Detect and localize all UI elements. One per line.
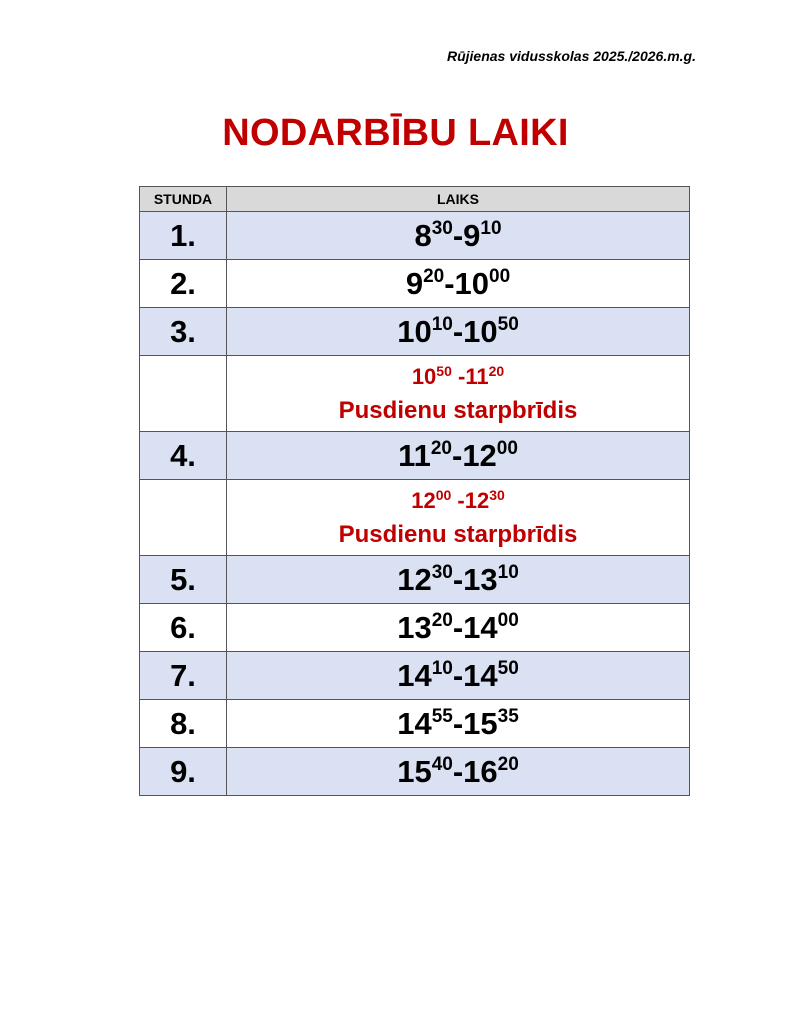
- lesson-time: $9^{20}-10^{00}$: [227, 260, 690, 308]
- column-header-lesson: STUNDA: [140, 187, 227, 212]
- lesson-time: $12^{30}-13^{10}$: [227, 556, 690, 604]
- lesson-number: 4.: [140, 432, 227, 480]
- school-year-caption: Rūjienas vidusskolas 2025./2026.m.g.: [446, 48, 696, 64]
- lesson-time: $8^{30}-9^{10}$: [227, 212, 690, 260]
- page-title: NODARBĪBU LAIKI: [222, 112, 569, 154]
- table-row: [140, 700, 690, 748]
- table-row: [140, 308, 690, 356]
- table-row: [140, 432, 690, 480]
- lesson-number: 9.: [140, 748, 227, 796]
- break-label: Pusdienu starpbrīdis: [338, 396, 578, 424]
- lesson-number: 1.: [140, 212, 227, 260]
- lesson-number: 3.: [140, 308, 227, 356]
- lesson-time: $14^{55}-15^{35}$: [227, 700, 690, 748]
- lesson-time: $10^{10}-10^{50}$: [227, 308, 690, 356]
- table-row: [140, 604, 690, 652]
- table-row: [140, 212, 690, 260]
- lesson-time: $13^{20}-14^{00}$: [227, 604, 690, 652]
- lesson-number: 8.: [140, 700, 227, 748]
- lunch-break-row: [140, 356, 690, 432]
- lesson-time: $11^{20}-12^{00}$: [227, 432, 690, 480]
- break-time: $10^{50}$ $-11^{20}$ Pusdienu starpbrīdis: [227, 356, 690, 432]
- table-row: [140, 556, 690, 604]
- lesson-time: $14^{10}-14^{50}$: [227, 652, 690, 700]
- lesson-number-empty: [140, 480, 227, 556]
- lesson-number: 2.: [140, 260, 227, 308]
- lesson-number: 6.: [140, 604, 227, 652]
- table-row: [140, 652, 690, 700]
- column-header-time: LAIKS: [227, 187, 690, 212]
- lesson-number-empty: [140, 356, 227, 432]
- lunch-break-row: [140, 480, 690, 556]
- table-header-row: [140, 187, 690, 212]
- lesson-time: $15^{40}-16^{20}$: [227, 748, 690, 796]
- break-time: $12^{00}$ $-12^{30}$ Pusdienu starpbrīdis: [227, 480, 690, 556]
- break-label: Pusdienu starpbrīdis: [338, 520, 578, 548]
- table-row: [140, 748, 690, 796]
- schedule-table: [139, 186, 690, 796]
- lesson-number: 7.: [140, 652, 227, 700]
- lesson-number: 5.: [140, 556, 227, 604]
- table-row: [140, 260, 690, 308]
